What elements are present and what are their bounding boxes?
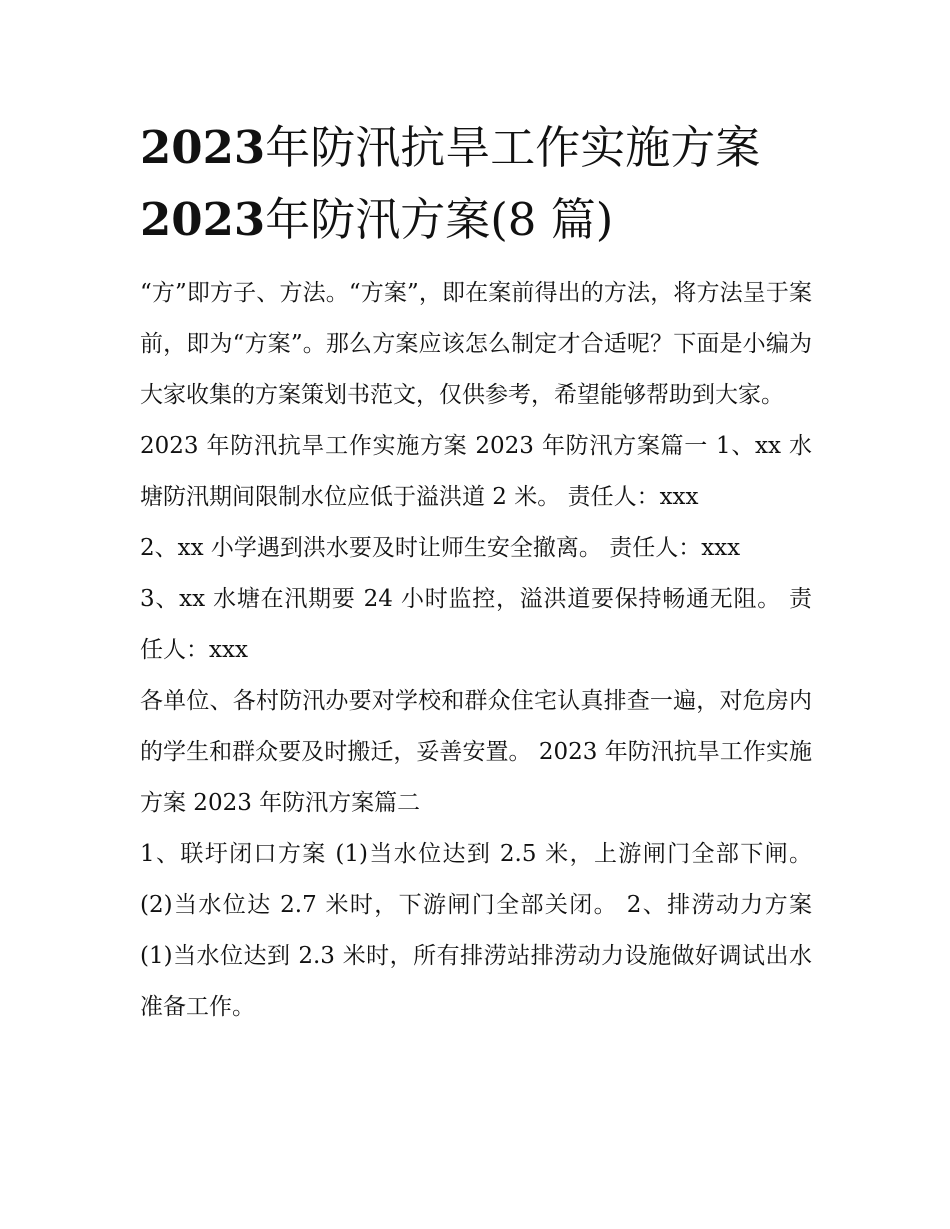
paragraph-plan-2: 1、联圩闭口方案 (1)当水位达到 2.5 米，上游闸门全部下闸。 (2)当水位达 2.7 米时，下游闸门全部关闭。 2、排涝动力方案 (1)当水位达到 2.3 米时，所有排涝站排涝动力设施做好调试出水准备工作。: [140, 841, 812, 1020]
title-text-2: 年防汛方案(8 篇): [265, 193, 614, 246]
title-line-2: [140, 184, 812, 256]
paragraph-intro: “方”即方子、方法。“方案”，即在案前得出的方法，将方法呈于案前，即为“方案”。那么方案应该怎么制定才合适呢？下面是小编为大家收集的方案策划书范文，仅供参考，希望能够帮助到大家。: [140, 280, 812, 408]
paragraph-resettlement: 各单位、各村防汛办要对学校和群众住宅认真排查一遍，对危房内的学生和群众要及时搬迁，妥善安置。 2023 年防汛抗旱工作实施方案 2023 年防汛方案篇二: [140, 688, 812, 816]
paragraph-plan-1-item-1: 2023 年防汛抗旱工作实施方案 2023 年防汛方案篇一 1、xx 水塘防汛期间限制水位应低于溢洪道 2 米。 责任人：xxx: [140, 433, 812, 510]
paragraph-plan-1-item-3: 3、xx 水塘在汛期要 24 小时监控，溢洪道要保持畅通无阻。 责任人：xxx: [140, 586, 812, 663]
title-year-1: 2023: [140, 121, 266, 174]
title-text-1: 年防汛抗旱工作实施方案: [265, 121, 761, 174]
paragraph-plan-1-item-2: 2、xx 小学遇到洪水要及时让师生安全撤离。 责任人：xxx: [140, 535, 741, 561]
title-year-2: 2023: [140, 193, 266, 246]
document-body: [140, 268, 812, 1033]
title-line-1: [140, 112, 812, 184]
document-page: [140, 112, 812, 1033]
document-title: [140, 112, 812, 256]
